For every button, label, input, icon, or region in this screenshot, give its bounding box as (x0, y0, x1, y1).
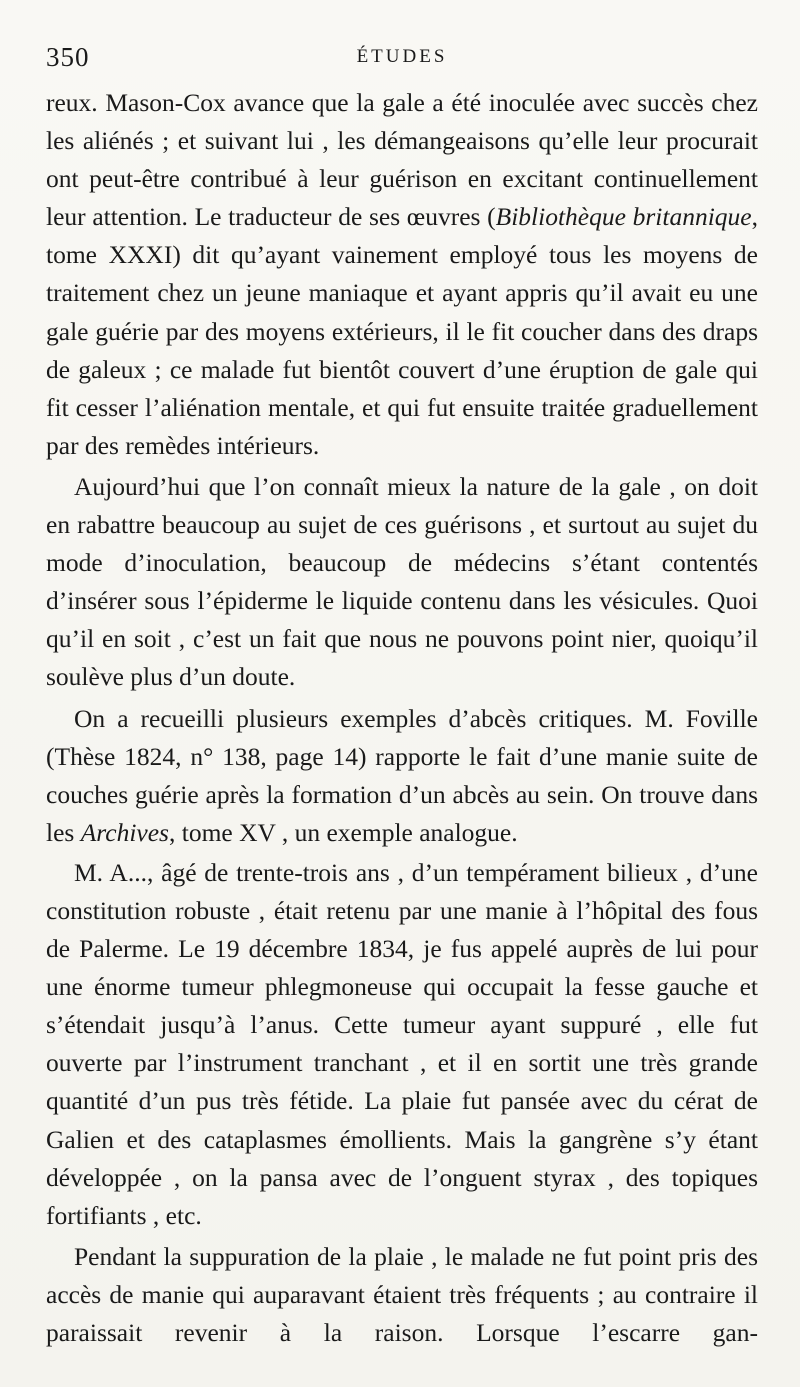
paragraph-3-italic: Archives (80, 817, 169, 847)
paragraph-1-text-b: , tome XXXI) dit qu’ayant vainement employé tous les moyens de traitement chez un jeune maniaque et ayant appris qu’il avait eu une gale guérie par des moyens extérieurs, il le fit coucher dans des draps de galeux ; ce malade fut bientôt couvert d’une éruption de gale qui fit cesser l’aliénation mentale, et qui fut ensuite traitée graduellement par des remèdes intérieurs. (46, 202, 758, 460)
page-header (46, 42, 758, 82)
paragraph-2: Aujourd’hui que l’on connaît mieux la nature de la gale , on doit en rabattre beaucoup au sujet de ces guérisons , et surtout au sujet du mode d’inoculation, beaucoup de médecins s’étant contentés d’insérer sous l’épiderme le liquide contenu dans les vésicules. Quoi qu’il en soit , c’est un fait que nous ne pouvons point nier, quoiqu’il soulève plus d’un doute. (46, 471, 758, 692)
paragraph-1 (46, 84, 758, 465)
paragraph-1-text-a: reux. Mason-Cox avance que la gale a été inoculée avec succès chez les aliénés ; et suivant lui , les démangeaisons qu’elle leur procurait ont peut-être contribué à leur guérison en excitant continuellement leur attention. Le traducteur de ses œuvres ( (46, 88, 758, 232)
page-number: 350 (46, 42, 90, 72)
body-text (46, 84, 758, 1352)
running-title: ÉTUDES (356, 46, 448, 67)
paragraph-3 (46, 700, 758, 852)
paragraph-3-text-b: , tome XV , un exemple analogue. (168, 817, 518, 847)
paragraph-5: Pendant la suppuration de la plaie , le malade ne fut point pris des accès de manie qui auparavant étaient très fréquents ; au contraire il paraissait revenir à la raison. Lorsque l’escarre gan- (46, 1241, 758, 1347)
paragraph-1-italic: Bibliothèque britannique (495, 202, 752, 232)
paragraph-4: M. A..., âgé de trente-trois ans , d’un tempérament bilieux , d’une constitution robuste , était retenu par une manie à l’hôpital des fous de Palerme. Le 19 décembre 1834, je fus appelé auprès de lui pour une énorme tumeur phlegmoneuse qui occupait la fesse gauche et s’étendait jusqu’à l’anus. Cette tumeur ayant suppuré , elle fut ouverte par l’instrument tranchant , et il en sortit une très grande quantité d’un pus très fétide. La plaie fut pansée avec du cérat de Galien et des cataplasmes émollients. Mais la gangrène s’y étant développée , on la pansa avec de l’onguent styrax , des topiques fortifiants , etc. (46, 857, 758, 1230)
paragraph-3-text-a: On a recueilli plusieurs exemples d’abcès critiques. M. Foville (Thèse 1824, n° 138, page 14) rapporte le fait d’une manie suite de couches guérie après la formation d’un abcès au sein. On trouve dans les (46, 703, 758, 847)
